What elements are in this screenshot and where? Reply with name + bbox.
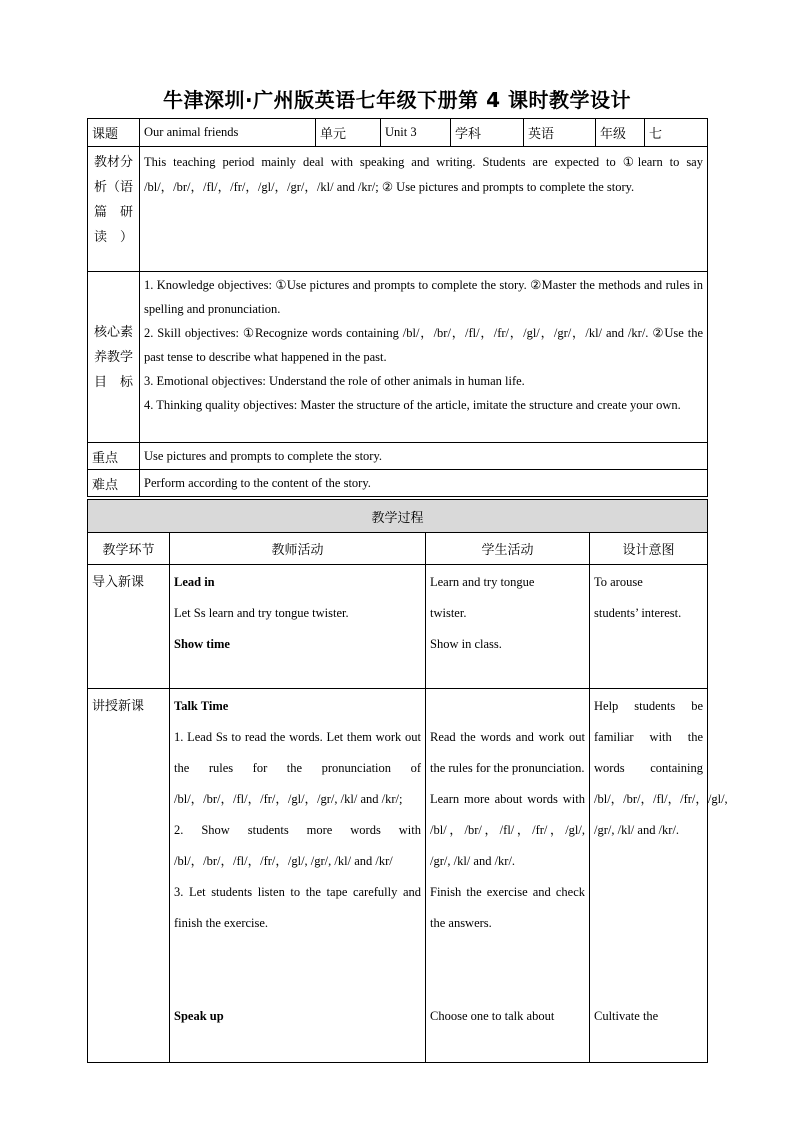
process-header: 教学过程 [88,500,708,533]
key-point-row [88,443,708,470]
objective-item: 1. Knowledge objectives: ①Use pictures and prompts to complete the story. ②Master the methods and rules in spelling and pronunciation. [144,278,703,316]
activity-text: Let Ss learn and try tongue twister. [174,606,349,620]
activity-text: 2. Show students more words with /bl/，/br/，/fl/，/fr/，/gl/, /gr/, /kl/ and /kr/ [174,823,421,868]
intent-text: To arouse [594,575,643,589]
objectives-row [88,272,708,443]
student-activity-cell [426,689,590,1063]
stage-cell: 讲授新课 [88,689,170,1063]
objective-item: 2. Skill objectives: ①Recognize words containing /bl/，/br/，/fl/，/fr/，/gl/，/gr/，/kl/ and /kr/. ②Use the past tense to describe what happened in the past. [144,326,703,364]
objectives-cell [140,272,708,443]
process-columns-row [88,533,708,565]
subject-label: 学科 [451,119,524,147]
difficult-point-row [88,470,708,497]
analysis-row [88,147,708,272]
analysis-text: This teaching period mainly deal with speaking and writing. Students are expected to ①learn to say /bl/，/br/，/fl/，/fr/，/gl/，/gr/，/kl/ and /kr/; ② Use pictures and prompts to complete the story. [140,147,708,272]
objective-item: 3. Emotional objectives: Understand the role of other animals in human life. [144,374,525,388]
student-text: Learn and try tongue [430,575,535,589]
subject-value: 英语 [524,119,596,147]
course-info-table [87,118,708,497]
activity-heading: Talk Time [174,699,229,713]
unit-value: Unit 3 [381,119,451,147]
student-text: Learn more about words with /bl/，/br/，/fl/，/fr/，/gl/, /gr/, /kl/ and /kr/. [430,792,585,868]
page-title: 牛津深圳·广州版英语七年级下册第 4 课时教学设计 [163,88,631,112]
activity-heading: Lead in [174,575,215,589]
student-text: Choose one to talk about [430,1009,555,1023]
student-text: twister. [430,606,467,620]
difficult-point-label: 难点 [88,470,140,497]
objective-item: 4. Thinking quality objectives: Master the structure of the article, imitate the structure and create your own. [144,398,681,412]
teaching-process-table [87,499,728,1063]
topic-label: 课题 [88,119,140,147]
teacher-activity-cell [170,689,426,1063]
column-student: 学生活动 [426,533,590,565]
activity-text: 3. Let students listen to the tape carefully and finish the exercise. [174,885,421,930]
process-row-lead-in [88,565,708,689]
grade-value: 七 [645,119,708,147]
column-teacher: 教师活动 [170,533,426,565]
intent-cell [590,565,708,689]
key-point-label: 重点 [88,443,140,470]
stage-cell: 导入新课 [88,565,170,689]
activity-text: 1. Lead Ss to read the words. Let them work out the rules for the pronunciation of /bl/，/br/，/fl/，/fr/，/gl/，/gr/, /kl/ and /kr/; [174,730,421,806]
objectives-label: 核心素养教学目标 [88,272,140,443]
column-intent: 设计意图 [590,533,708,565]
intent-text: Cultivate the [594,1009,659,1023]
key-point-text: Use pictures and prompts to complete the story. [140,443,708,470]
intent-text: Help students be familiar with the words containing /bl/，/br/，/fl/，/fr/，/gl/, /gr/, /kl/ and /kr/. [594,699,728,837]
intent-text: students’ interest. [594,606,682,620]
analysis-label: 教材分析（语篇研读） [88,147,140,272]
student-activity-cell [426,565,590,689]
unit-label: 单元 [316,119,381,147]
activity-heading: Speak up [174,1009,224,1023]
topic-value: Our animal friends [140,119,316,147]
difficult-point-text: Perform according to the content of the story. [140,470,708,497]
student-text: Finish the exercise and check the answers. [430,885,585,930]
process-header-row [88,500,708,533]
intent-cell [590,689,728,1063]
teacher-activity-cell [170,565,426,689]
info-row [88,119,708,147]
student-text: Read the words and work out the rules for the pronunciation. [430,730,585,775]
grade-label: 年级 [596,119,645,147]
column-stage: 教学环节 [88,533,170,565]
student-text: Show in class. [430,637,502,651]
process-row-new-lesson [88,689,708,1063]
activity-heading: Show time [174,637,230,651]
